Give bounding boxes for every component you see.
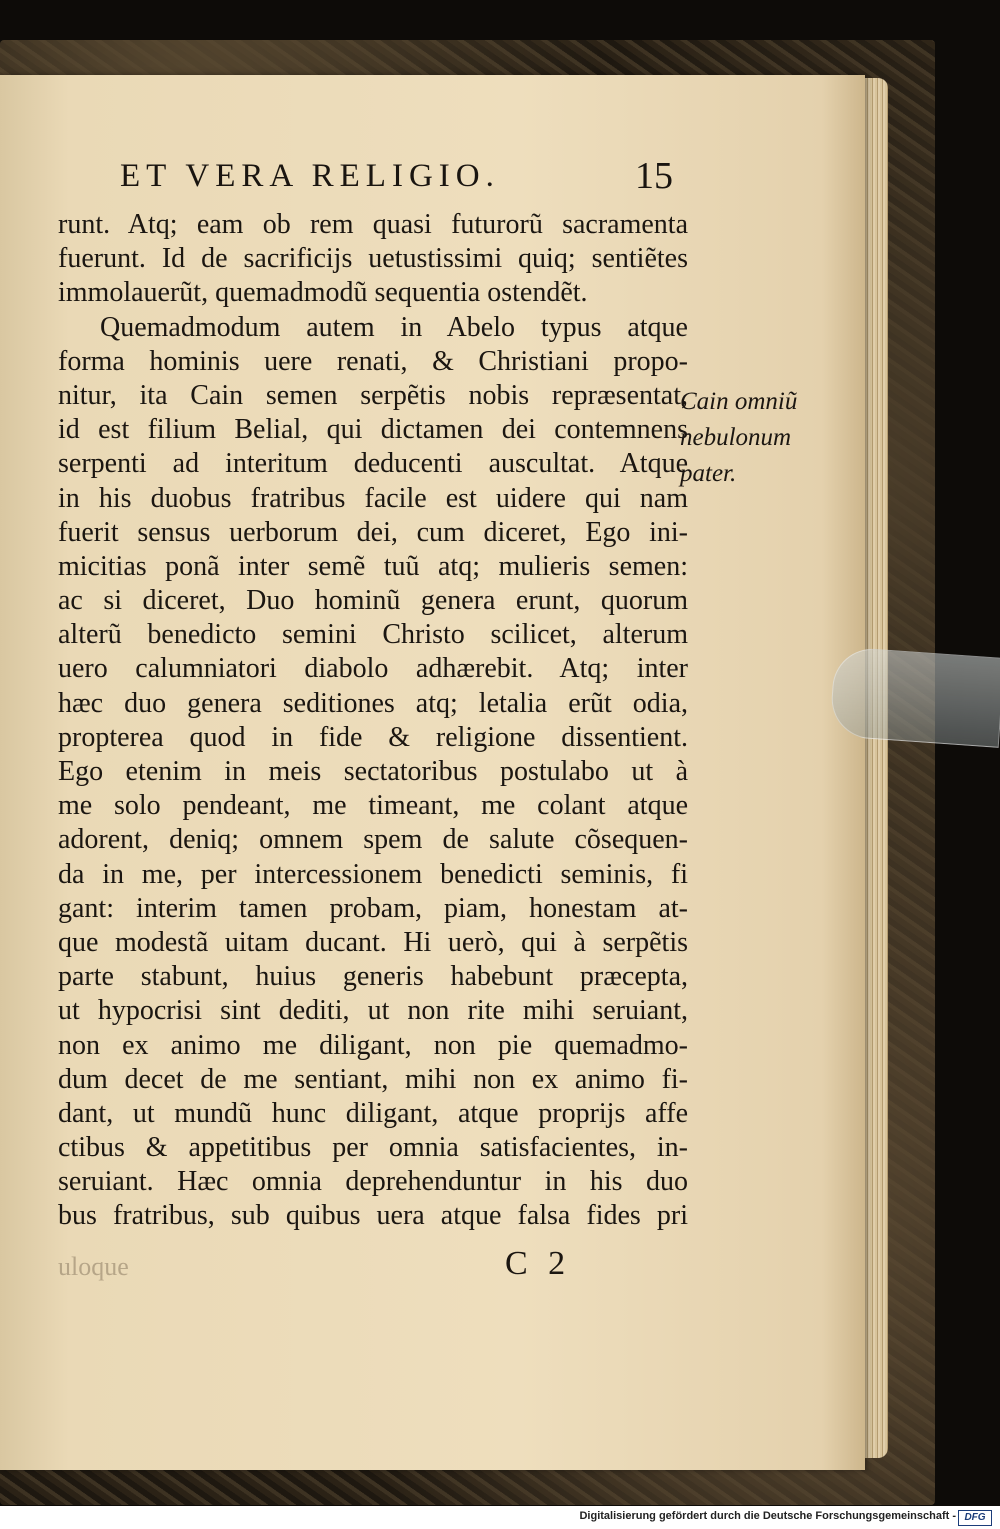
- text-line: ut hypocrisi sint dediti, ut non rite mihi seruiant,: [58, 995, 688, 1027]
- text-line: ac si diceret, Duo hominũ genera erunt, quorum: [58, 585, 688, 617]
- text-line: in his duobus fratribus facile est uidere qui nam: [58, 482, 688, 514]
- text-line: fuerunt. Id de sacrificijs uetustissimi quiq; sentiẽtes: [58, 243, 688, 275]
- text-line: serpenti ad interitum deducenti auscultat. Atque: [58, 448, 688, 480]
- marginal-note: [680, 384, 830, 492]
- text-line: me solo pendeant, me timeant, me colant atque: [58, 790, 688, 822]
- body-text: [58, 208, 688, 1234]
- text-line: dant, ut mundũ hunc diligant, atque proprijs affe: [58, 1097, 688, 1129]
- text-line: Ego etenim in meis sectatoribus postulabo ut à: [58, 756, 688, 787]
- text-line: da in me, per intercessionem benedicti seminis, fi: [58, 858, 688, 890]
- text-line: fuerit sensus uerborum dei, cum diceret, Ego ini-: [58, 516, 688, 548]
- text-line: Quemadmodum autem in Abelo typus atque: [100, 311, 688, 343]
- footer-bar: [0, 1506, 1000, 1529]
- footer-credit: Digitalisierung gefördert durch die Deutsche Forschungsgemeinschaft -: [579, 1510, 956, 1522]
- text-line: gant: interim tamen probam, piam, honestam at-: [58, 892, 688, 924]
- text-line: bus fratribus, sub quibus uera atque falsa fides pri: [58, 1200, 688, 1232]
- marginal-note-line: pater.: [680, 460, 737, 487]
- text-line: adorent, deniq; omnem spem de salute cõsequen-: [58, 824, 688, 856]
- text-line: parte stabunt, huius generis habebunt præcepta,: [58, 961, 688, 993]
- text-line: uero calumniatori diabolo adhærebit. Atq; inter: [58, 653, 688, 685]
- page-clip: [829, 646, 1000, 748]
- faint-bleed-through-text: uloque: [58, 1252, 129, 1281]
- marginal-note-line: Cain omniũ: [680, 388, 798, 415]
- marginal-note-line: nebulonum: [680, 424, 792, 451]
- text-line: runt. Atq; eam ob rem quasi futurorũ sacramenta: [58, 209, 688, 240]
- text-line: seruiant. Hæc omnia deprehenduntur in his duo: [58, 1166, 688, 1198]
- dfg-logo[interactable]: DFG: [958, 1510, 992, 1526]
- text-line: non ex animo me diligant, non pie quemadmo-: [58, 1029, 688, 1061]
- text-line: propterea quod in fide & religione dissentient.: [58, 721, 688, 753]
- text-line: ctibus & appetitibus per omnia satisfacientes, in-: [58, 1132, 688, 1164]
- text-line: forma hominis uere renati, & Christiani propo-: [58, 345, 688, 377]
- running-head: [60, 155, 690, 198]
- signature-mark: C 2: [505, 1245, 572, 1282]
- text-line: nitur, ita Cain semen serpẽtis nobis repræsentat,: [58, 379, 688, 411]
- text-line: hæc duo genera seditiones atq; letalia erũt odia,: [58, 687, 688, 719]
- text-line: immolauerũt, quemadmodũ sequentia ostendẽt.: [58, 277, 588, 309]
- text-line: dum decet de me sentiant, mihi non ex animo fi-: [58, 1063, 688, 1095]
- text-line: id est filium Belial, qui dictamen dei contemnens: [58, 414, 688, 446]
- text-line: que modestã uitam ducant. Hi uerò, qui à serpẽtis: [58, 926, 688, 958]
- text-line: micitias ponã inter semẽ tuũ atq; mulieris semen:: [58, 550, 688, 582]
- text-line: alterũ benedicto semini Christo scilicet, alterum: [58, 619, 688, 651]
- page-number: 15: [635, 155, 673, 197]
- running-head-title: ET VERA RELIGIO.: [120, 158, 500, 194]
